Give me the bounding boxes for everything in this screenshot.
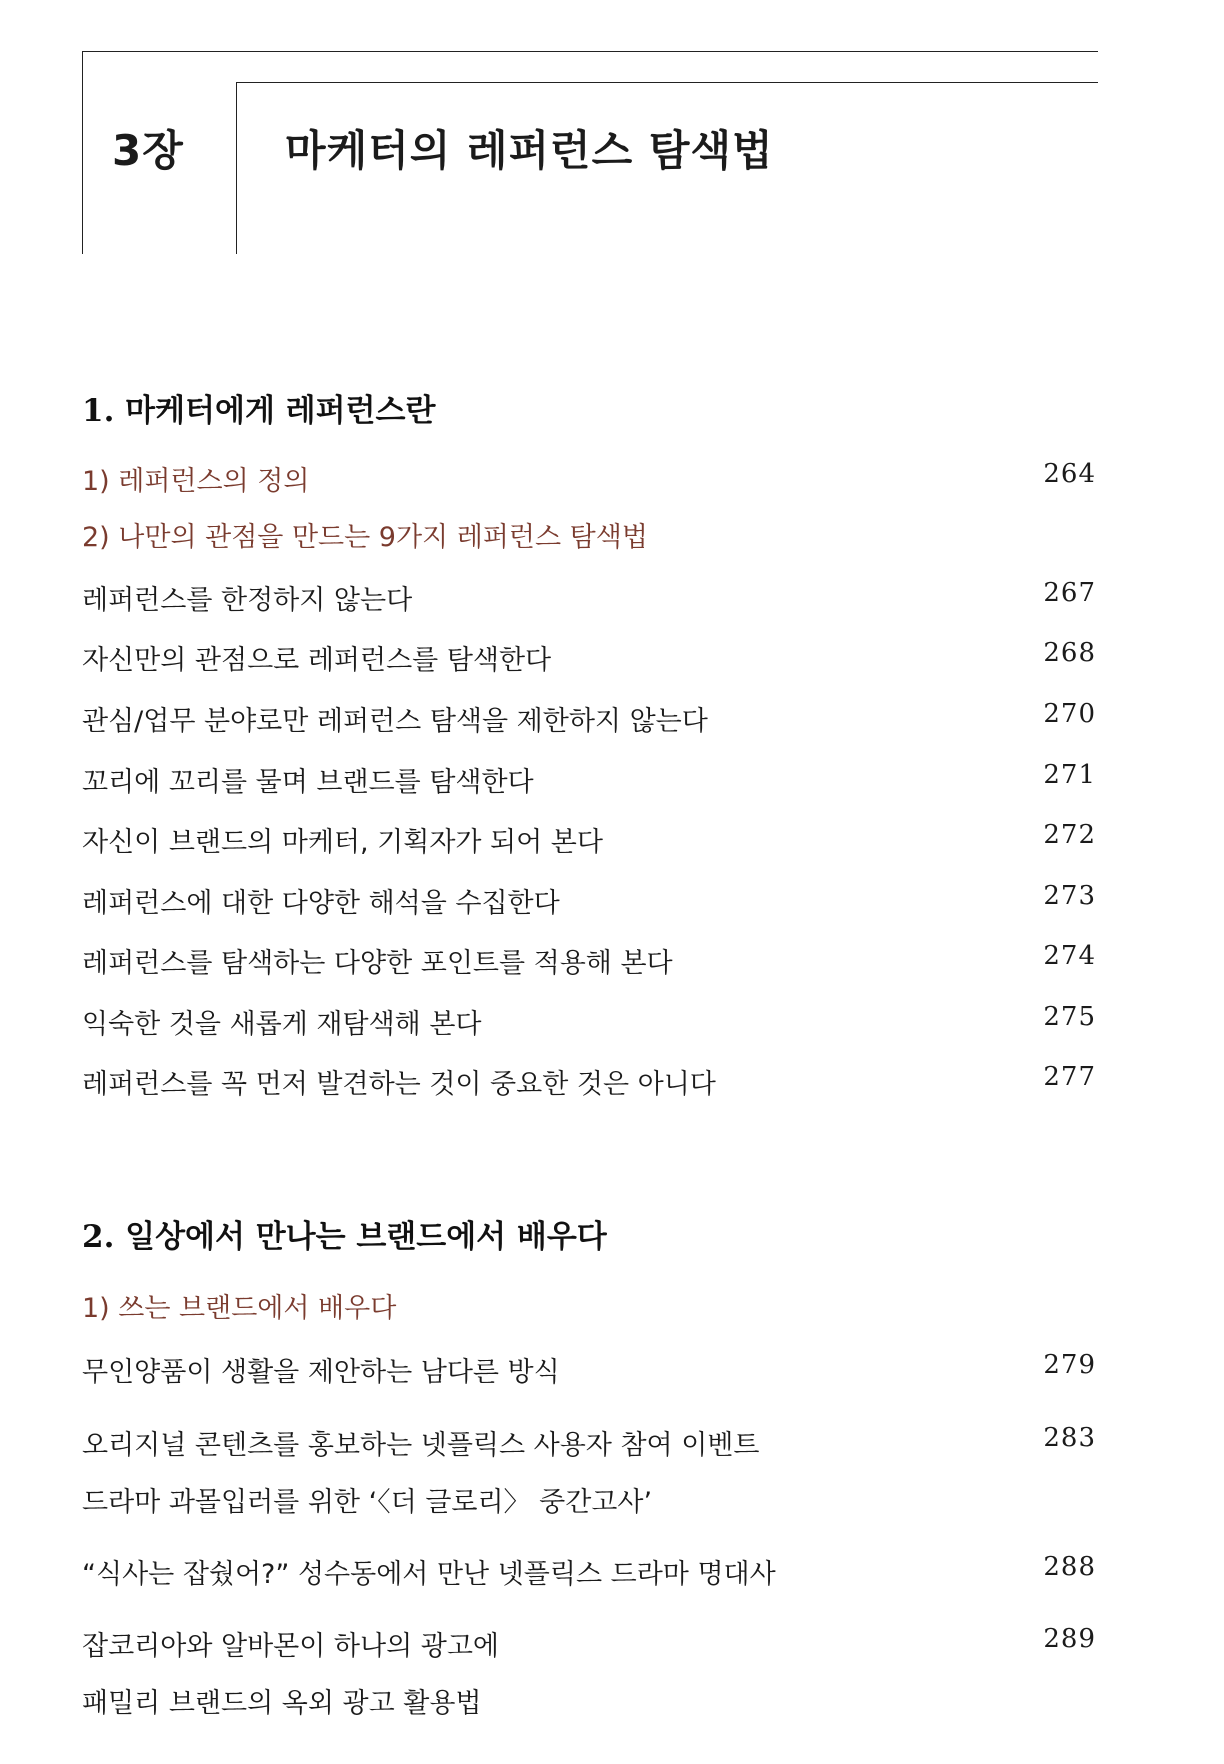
page-number: 279 <box>1043 1350 1096 1380</box>
page-number: 277 <box>1043 1062 1096 1092</box>
subsection-title[interactable]: 1) 레퍼런스의 정의 <box>82 466 310 497</box>
page-number: 273 <box>1043 881 1096 911</box>
toc-entry-continuation[interactable]: 드라마 과몰입러를 위한 ‘〈더 글로리〉 중간고사’ <box>82 1487 653 1518</box>
toc-entry[interactable]: 레퍼런스를 꼭 먼저 발견하는 것이 중요한 것은 아니다 <box>82 1069 716 1100</box>
page-number: 283 <box>1043 1423 1096 1453</box>
page-number: 267 <box>1043 578 1096 608</box>
subsection-title[interactable]: 1) 쓰는 브랜드에서 배우다 <box>82 1293 397 1324</box>
toc-entry[interactable]: 오리지널 콘텐츠를 홍보하는 넷플릭스 사용자 참여 이벤트 <box>82 1430 760 1461</box>
chapter-number: 3장 <box>112 126 184 175</box>
toc-entry-continuation[interactable]: 패밀리 브랜드의 옥외 광고 활용법 <box>82 1688 482 1719</box>
toc-entry[interactable]: 레퍼런스에 대한 다양한 해석을 수집한다 <box>82 888 560 919</box>
page-number: 272 <box>1043 820 1096 850</box>
chapter-title: 마케터의 레퍼런스 탐색법 <box>285 126 774 175</box>
section-title: 2. 일상에서 만나는 브랜드에서 배우다 <box>82 1219 607 1255</box>
toc-entry[interactable]: “식사는 잡쉈어?” 성수동에서 만난 넷플릭스 드라마 명대사 <box>82 1559 776 1590</box>
page-number: 264 <box>1043 459 1096 489</box>
toc-entry[interactable]: 잡코리아와 알바몬이 하나의 광고에 <box>82 1631 499 1662</box>
section-title: 1. 마케터에게 레퍼런스란 <box>82 393 436 429</box>
page-number: 289 <box>1043 1624 1096 1654</box>
toc-entry[interactable]: 익숙한 것을 새롭게 재탐색해 본다 <box>82 1009 482 1040</box>
toc-entry[interactable]: 자신만의 관점으로 레퍼런스를 탐색한다 <box>82 645 552 676</box>
toc-entry[interactable]: 자신이 브랜드의 마케터, 기획자가 되어 본다 <box>82 827 603 858</box>
page-number: 274 <box>1043 941 1096 971</box>
page-number: 271 <box>1043 760 1096 790</box>
page-number: 270 <box>1043 699 1096 729</box>
subsection-title[interactable]: 2) 나만의 관점을 만드는 9가지 레퍼런스 탐색법 <box>82 522 648 553</box>
page-number: 288 <box>1043 1552 1096 1582</box>
toc-entry[interactable]: 레퍼런스를 탐색하는 다양한 포인트를 적용해 본다 <box>82 948 673 979</box>
toc-entry[interactable]: 레퍼런스를 한정하지 않는다 <box>82 585 413 616</box>
toc-entry[interactable]: 관심/업무 분야로만 레퍼런스 탐색을 제한하지 않는다 <box>82 706 708 737</box>
toc-entry[interactable]: 꼬리에 꼬리를 물며 브랜드를 탐색한다 <box>82 767 534 798</box>
toc-entry[interactable]: 무인양품이 생활을 제안하는 남다른 방식 <box>82 1357 560 1388</box>
page-number: 268 <box>1043 638 1096 668</box>
page-number: 275 <box>1043 1002 1096 1032</box>
